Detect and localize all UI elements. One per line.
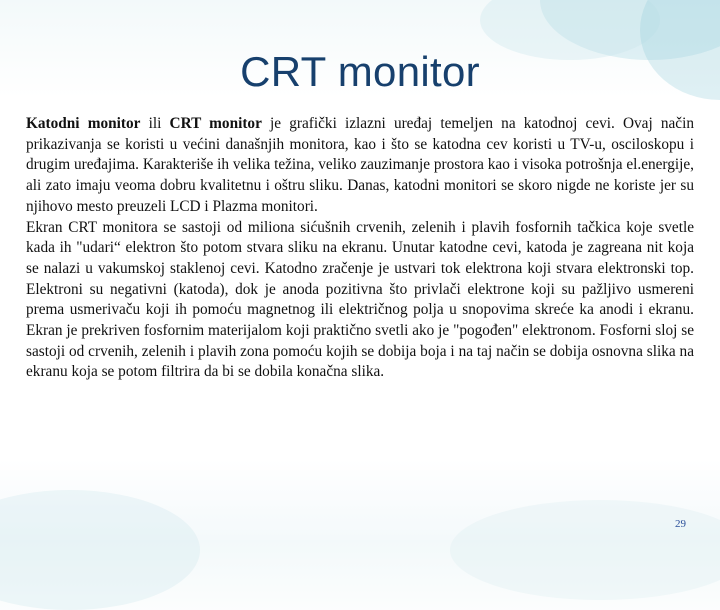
paragraph-intro-text: je grafički izlazni uređaj temeljen na katodnoj cevi. Ovaj način prikazivanja se koristi u većini današnjih monitora, kao i što se katodna cev koristi u TV-u, osciloskopu i drugim uređajima. Karakteriše ih velika težina, veliko zauzimanje prostora kao i visoka potrošnja el.energije, ali zato imaju veoma dobru kvalitetnu i oštru sliku. Danas, katodni monitori se skoro nigde ne koriste jer su njihovo mesto preuzeli LCD i Plazma monitori. (26, 115, 694, 215)
paragraph-screen: Ekran CRT monitora se sastoji od miliona sićušnih crvenih, zelenih i plavih fosfornih tačkica koje svetle kada ih "udari“ elektron što potom stvara sliku na ekranu. Unutar katodne cevi, katoda je zagreana nit koja se nalazi u vakumskoj staklenoj cevi. Katodno zračenje je ustvari tok elektrona koji stvara elektronski top. Elektroni su negativni (katoda), dok je anoda pozitivna što privlači elektrone koji su pažljivo usmereni prema usmerivaču koji ih pomoću magnetnog ili električnog polja u snopovima skreće ka anodi i ekranu. Ekran je prekriven fosfornim materijalom koji praktično svetli ako je "pogođen" elektronom. Fosforni sloj se sastoji od crvenih, zelenih i plavih zona pomoću kojih se dobija boja i na taj način se dobija osnovna slika na ekranu koja se potom filtrira da bi se dobila konačna slika. (26, 218, 694, 381)
decorative-shape (450, 500, 720, 600)
term-connector: ili (140, 115, 170, 132)
term-crt-monitor: CRT monitor (169, 115, 262, 132)
decorative-shape (0, 490, 200, 610)
page-number: 29 (675, 518, 686, 530)
paragraph-intro (26, 114, 694, 218)
slide-body (26, 114, 694, 383)
slide-title: CRT monitor (240, 48, 480, 95)
term-katodni-monitor: Katodni monitor (26, 115, 141, 132)
